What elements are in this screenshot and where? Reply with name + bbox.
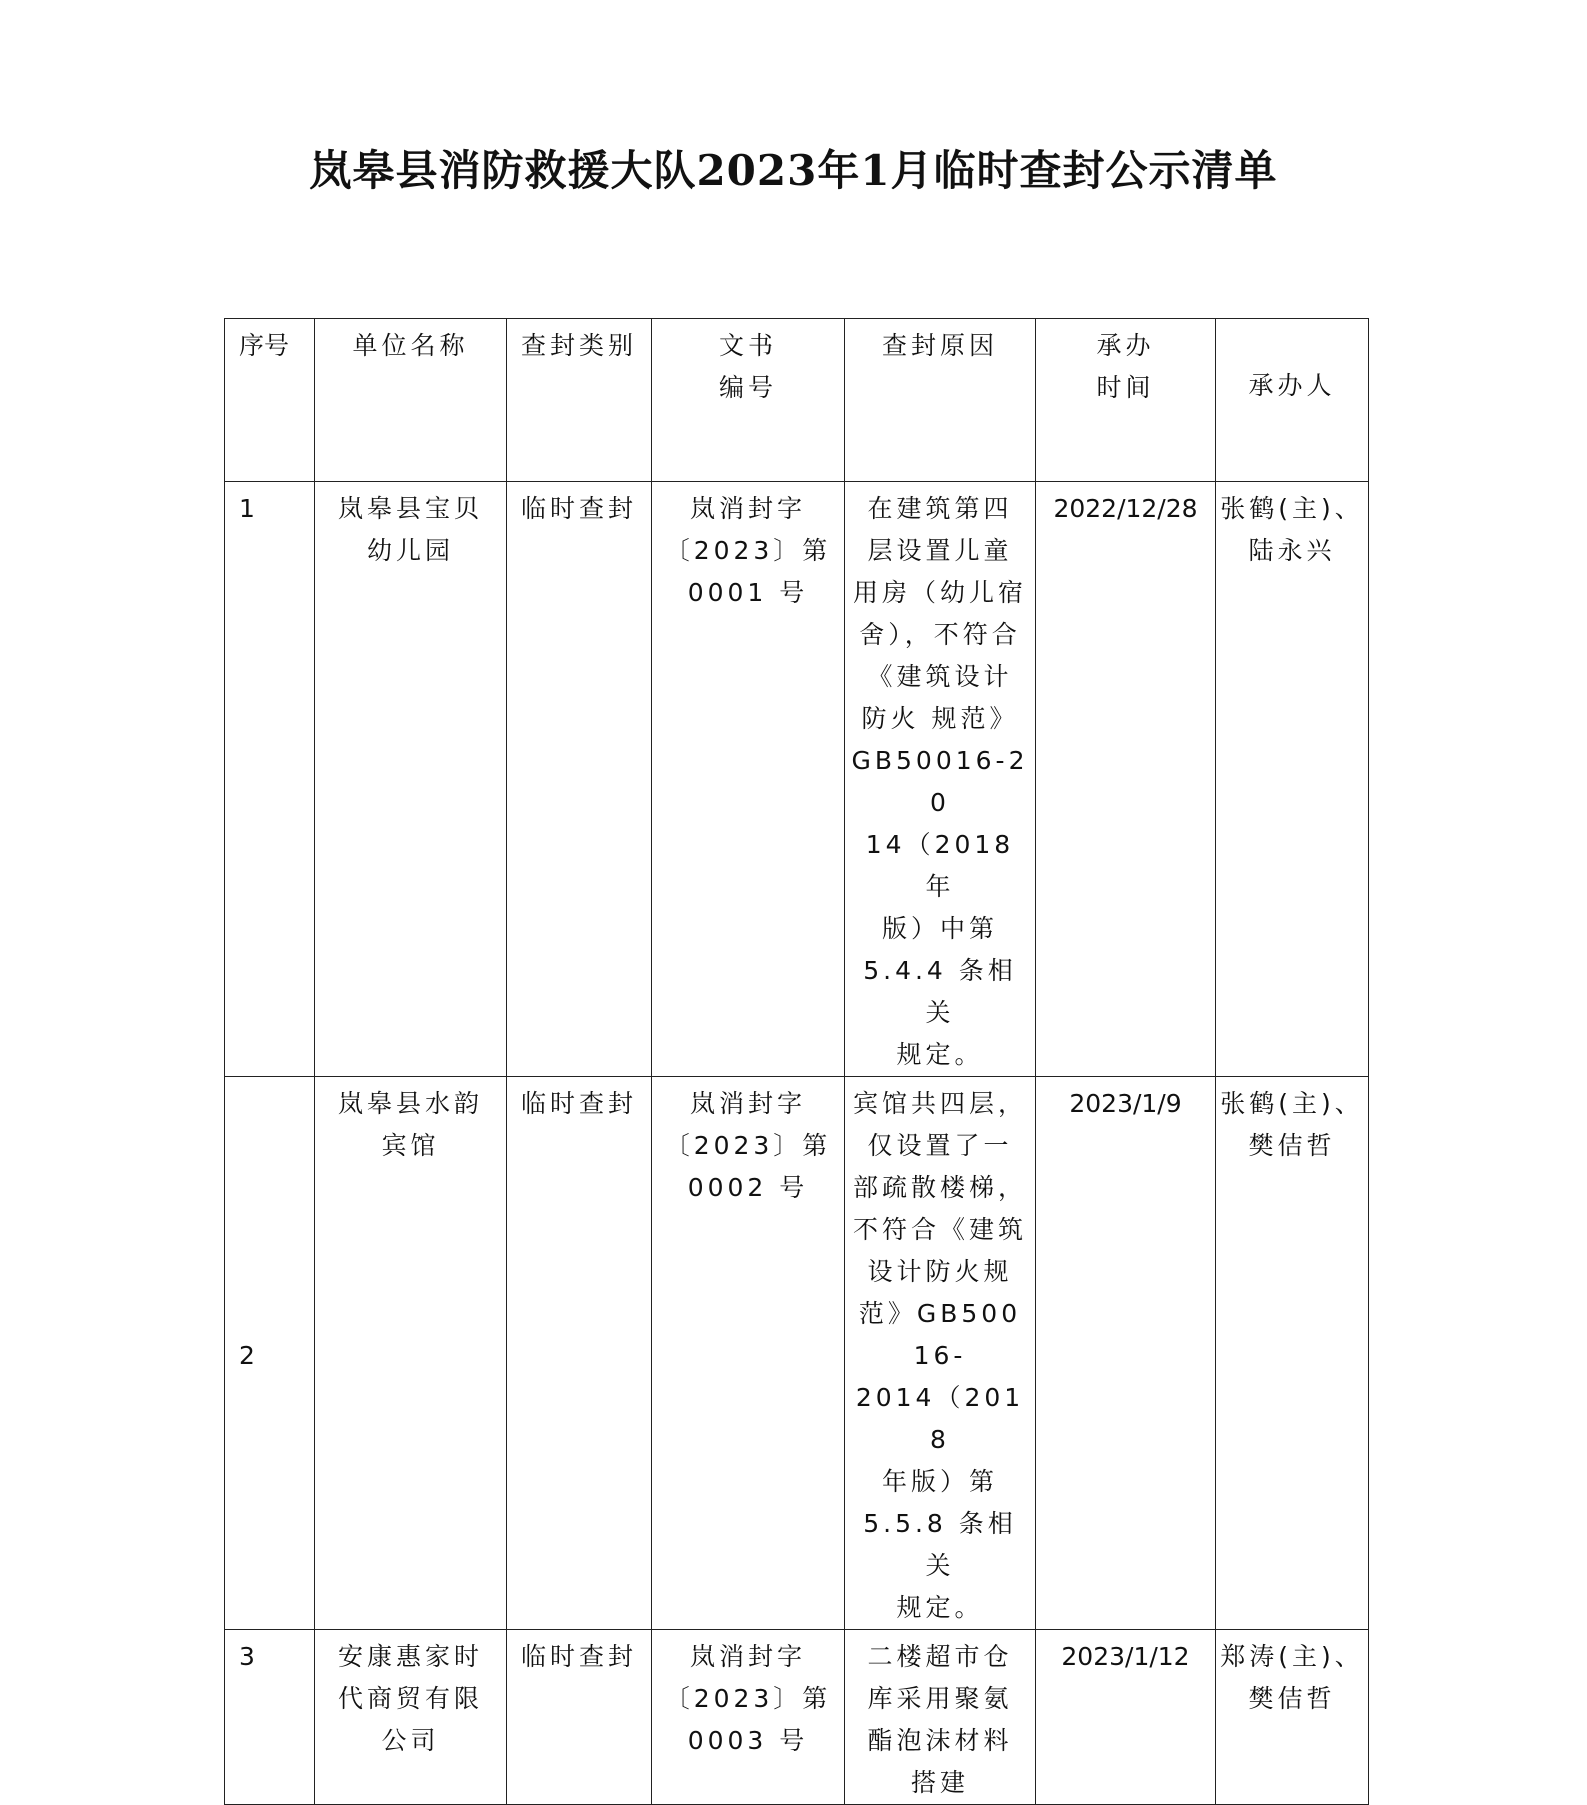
cell-doc-number: 岚消封字 〔2023〕第 0002 号 [652,1077,845,1630]
cell-handler: 张鹤(主)、 樊佶哲 [1216,1077,1369,1630]
table-row [225,1630,1369,1805]
cell-handler: 郑涛(主)、 樊佶哲 [1216,1630,1369,1805]
header-unit-name: 单位名称 [315,319,507,482]
cell-category: 临时查封 [507,1630,652,1805]
cell-seq: 1 [225,482,315,1077]
seizure-notice-table [224,318,1369,1805]
cell-unit-name: 岚皋县宝贝 幼儿园 [315,482,507,1077]
cell-handling-date: 2022/12/28 [1036,482,1216,1077]
header-seq: 序号 [225,319,315,482]
cell-doc-number: 岚消封字 〔2023〕第 0003 号 [652,1630,845,1805]
cell-reason: 二楼超市仓 库采用聚氨 酯泡沫材料 搭建 [845,1630,1036,1805]
header-handler: 承办人 [1216,319,1369,482]
cell-handling-date: 2023/1/9 [1036,1077,1216,1630]
header-reason: 查封原因 [845,319,1036,482]
cell-reason: 宾馆共四层， 仅设置了一 部疏散楼梯， 不符合《建筑 设计防火规 范》GB50016- 2014（2018 年版）第 5.5.8 条相关 规定。 [845,1077,1036,1630]
document-title: 岚皋县消防救援大队2023年1月临时查封公示清单 [309,146,1278,195]
table-row [225,1077,1369,1630]
cell-doc-number: 岚消封字 〔2023〕第 0001 号 [652,482,845,1077]
cell-category: 临时查封 [507,482,652,1077]
cell-unit-name: 安康惠家时 代商贸有限 公司 [315,1630,507,1805]
header-category: 查封类别 [507,319,652,482]
table-header-row [225,319,1369,482]
cell-unit-name: 岚皋县水韵 宾馆 [315,1077,507,1630]
cell-seq: 3 [225,1630,315,1805]
cell-category: 临时查封 [507,1077,652,1630]
cell-reason: 在建筑第四 层设置儿童 用房（幼儿宿 舍），不符合 《建筑设计 防火 规范》 GB50016-20 14（2018 年 版）中第 5.4.4 条相关 规定。 [845,482,1036,1077]
header-handling-time: 承办 时间 [1036,319,1216,482]
table-row [225,482,1369,1077]
cell-seq: 2 [225,1077,315,1630]
cell-handler: 张鹤(主)、 陆永兴 [1216,482,1369,1077]
header-doc-number: 文书 编号 [652,319,845,482]
cell-handling-date: 2023/1/12 [1036,1630,1216,1805]
